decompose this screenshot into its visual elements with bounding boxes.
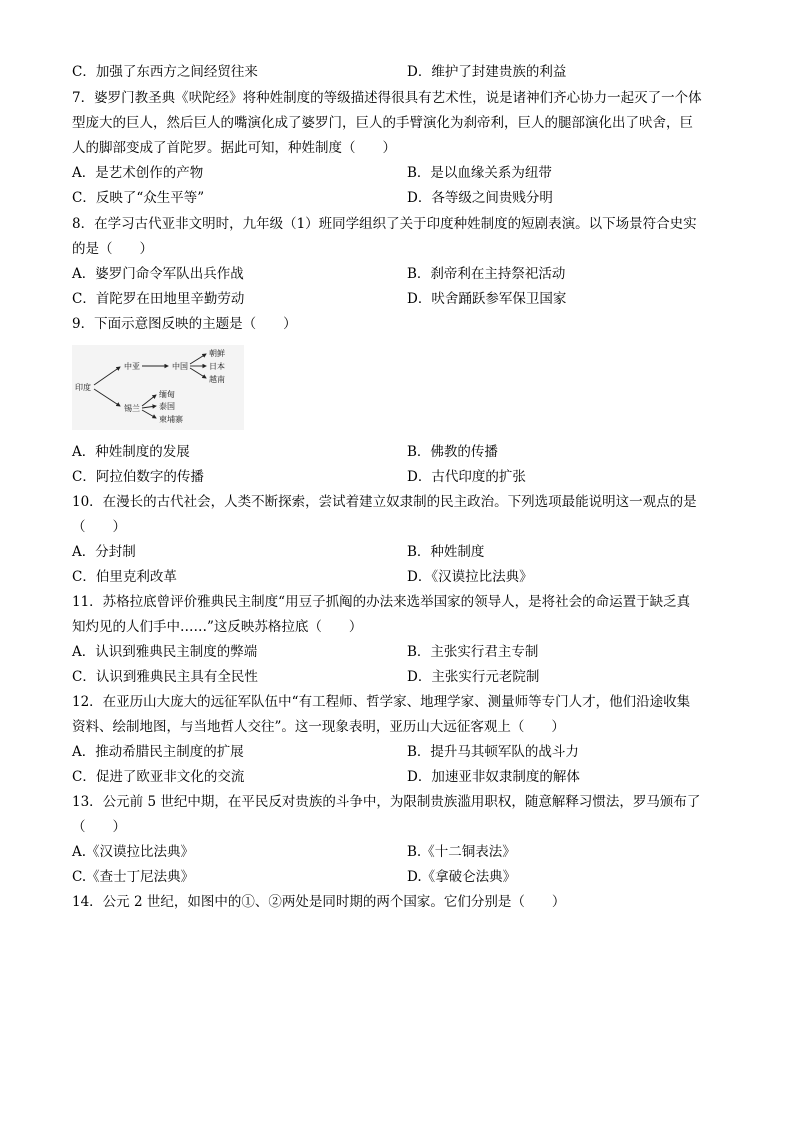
q10-option-c: C．伯里克利改革 — [72, 569, 177, 585]
diagram-arrow — [94, 389, 120, 406]
q12-stem-line-2: 资料、绘制地图，与当地哲人交往”。这一现象表明，亚历山大远征客观上（ ） — [72, 719, 565, 735]
q11-option-a: A．认识到雅典民主制度的弊端 — [72, 644, 258, 660]
q11-option-c: C．认识到雅典民主具有全民性 — [72, 669, 258, 685]
diagram-node-branch1-next: 中国 — [172, 362, 188, 371]
diagram-leaf: 缅甸 — [159, 390, 175, 399]
diagram-svg — [72, 345, 244, 430]
q8-option-d: D．吠舍踊跃参军保卫国家 — [407, 291, 567, 307]
q10-option-b: B．种姓制度 — [407, 544, 485, 560]
q11-stem-line-1: 11．苏格拉底曾评价雅典民主制度“用豆子抓阄的办法来选举国家的领导人，是将社会的命运置于缺乏真 — [72, 594, 691, 610]
q9-stem: 9．下面示意图反映的主题是（ ） — [72, 316, 297, 332]
diagram-arrow — [142, 395, 156, 406]
q8-stem-line-1: 8．在学习古代亚非文明时，九年级（1）班同学组织了关于印度种姓制度的短剧表演。以下场景符合史实 — [72, 216, 697, 232]
diagram-leaf: 泰国 — [159, 402, 175, 411]
q12-option-a: A．推动希腊民主制度的扩展 — [72, 744, 244, 760]
q8-option-b: B．刹帝利在主持祭祀活动 — [407, 266, 566, 282]
diagram-leaf: 柬埔寨 — [159, 415, 183, 424]
q10-option-d: D．《汉谟拉比法典》 — [407, 569, 533, 585]
q6-option-c: C．加强了东西方之间经贸往来 — [72, 64, 258, 80]
q7-stem-line-3: 人的脚部变成了首陀罗。据此可知，种姓制度（ ） — [72, 140, 396, 156]
q13-option-b: B.《十二铜表法》 — [407, 844, 516, 860]
q7-option-a: A．是艺术创作的产物 — [72, 165, 204, 181]
q13-option-a: A.《汉谟拉比法典》 — [72, 844, 195, 860]
q12-stem-line-1: 12．在亚历山大庞大的远征军队伍中“有工程师、哲学家、地理学家、测量师等专门人才，他们沿途收集 — [72, 694, 691, 710]
q11-stem-line-2: 知灼见的人们手中……”这反映苏格拉底（ ） — [72, 619, 363, 635]
diagram-leaf: 日本 — [209, 362, 225, 371]
diagram-node-branch1: 中亚 — [124, 362, 140, 371]
diagram-leaf: 朝鲜 — [209, 349, 225, 358]
diagram-node-branch2: 锡兰 — [124, 404, 140, 413]
q6-option-d: D．维护了封建贵族的利益 — [407, 64, 567, 80]
q13-option-d: D.《拿破仑法典》 — [407, 869, 517, 885]
q8-option-a: A．婆罗门命令军队出兵作战 — [72, 266, 244, 282]
q13-stem-line-2: （ ） — [72, 819, 126, 835]
q8-option-c: C．首陀罗在田地里辛勤劳动 — [72, 291, 245, 307]
q11-option-b: B．主张实行君主专制 — [407, 644, 539, 660]
diagram-leaf: 越南 — [209, 375, 225, 384]
q7-option-c: C．反映了“众生平等” — [72, 190, 205, 206]
q7-option-b: B．是以血缘关系为纽带 — [407, 165, 552, 181]
q9-option-a: A．种姓制度的发展 — [72, 444, 190, 460]
q9-option-d: D．古代印度的扩张 — [407, 469, 526, 485]
q11-option-d: D．主张实行元老院制 — [407, 669, 540, 685]
q12-option-b: B．提升马其顿军队的战斗力 — [407, 744, 579, 760]
buddhism-spread-diagram — [72, 345, 244, 430]
diagram-arrow — [190, 354, 206, 364]
q8-stem-line-2: 的是（ ） — [72, 241, 153, 257]
diagram-arrow — [94, 367, 120, 385]
q12-option-d: D．加速亚非奴隶制度的解体 — [407, 769, 580, 785]
q14-stem: 14．公元 2 世纪，如图中的①、②两处是同时期的两个国家。它们分别是（ ） — [72, 894, 566, 910]
q10-option-a: A．分封制 — [72, 544, 136, 560]
q12-option-c: C．促进了欧亚非文化的交流 — [72, 769, 245, 785]
q13-option-c: C.《查士丁尼法典》 — [72, 869, 195, 885]
q7-stem-line-2: 型庞大的巨人，然后巨人的嘴演化成了婆罗门，巨人的手臂演化为刹帝利，巨人的腿部演化出了吠舍，巨 — [72, 115, 693, 131]
q10-stem-line-1: 10．在漫长的古代社会，人类不断探索，尝试着建立奴隶制的民主政治。下列选项最能说明这一观点的是 — [72, 494, 697, 510]
diagram-arrow — [142, 406, 156, 408]
q7-option-d: D．各等级之间贵贱分明 — [407, 190, 553, 206]
q13-stem-line-1: 13．公元前 5 世纪中期，在平民反对贵族的斗争中，为限制贵族滥用职权，随意解释习惯法，罗马颁布了 — [72, 794, 701, 810]
diagram-arrow — [142, 410, 156, 418]
diagram-arrow — [190, 368, 206, 378]
q7-stem-line-1: 7．婆罗门教圣典《吠陀经》将种姓制度的等级描述得很具有艺术性，说是诸神们齐心协力一起灭了一个体 — [72, 90, 702, 106]
q9-option-c: C．阿拉伯数字的传播 — [72, 469, 204, 485]
q9-option-b: B．佛教的传播 — [407, 444, 498, 460]
q10-stem-line-2: （ ） — [72, 519, 126, 535]
diagram-node-root: 印度 — [75, 383, 91, 392]
